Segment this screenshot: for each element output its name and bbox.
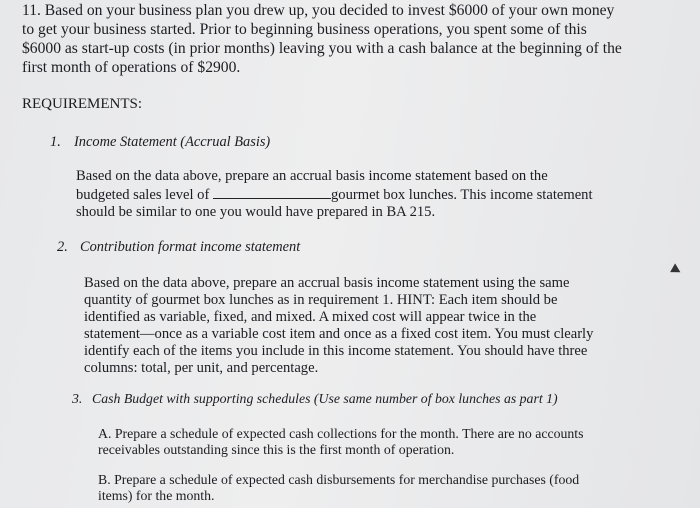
req1-line-2 [76, 186, 593, 204]
req3-a-line-1: A. Prepare a schedule of expected cash collections for the month. There are no accounts [98, 426, 584, 441]
req1-line-2-end: gourmet box lunches. This income statement [330, 187, 593, 203]
problem-line-4: first month of operations of $2900. [22, 59, 241, 76]
req1-number: 1. [50, 134, 61, 150]
req2-line-4: statement—once as a variable cost item and once as a fixed cost item. You must clearly [84, 326, 594, 342]
sales-level-blank [213, 186, 331, 199]
req2-line-1: Based on the data above, prepare an accrual basis income statement using the same [84, 275, 570, 291]
req2-line-2: quantity of gourmet box lunches as in requirement 1. HINT: Each item should be [84, 292, 558, 308]
req1-line-3: should be similar to one you would have prepared in BA 215. [76, 204, 436, 220]
req2-line-3: identified as variable, fixed, and mixed. A mixed cost will appear twice in the [84, 309, 537, 325]
req2-line-5: identify each of the items you include in this income statement. You should have three [84, 343, 588, 359]
req3-title: Cash Budget with supporting schedules (Use same number of box lunches as part 1) [92, 391, 558, 406]
requirements-heading: REQUIREMENTS: [22, 96, 142, 112]
problem-line-2: to get your business started. Prior to beginning business operations, you spent some of this [22, 21, 587, 38]
req1-line-1: Based on the data above, prepare an accrual basis income statement based on the [76, 168, 548, 184]
req3-b-line-2: items) for the month. [98, 488, 215, 503]
mouse-pointer-icon [670, 263, 683, 276]
req1-line-2-start: budgeted sales level of [76, 187, 213, 203]
req3-b-line-1: B. Prepare a schedule of expected cash disbursements for merchandise purchases (food [98, 472, 580, 487]
req1-title: Income Statement (Accrual Basis) [74, 134, 271, 150]
req2-title: Contribution format income statement [80, 239, 301, 255]
req2-line-6: columns: total, per unit, and percentage. [84, 360, 319, 376]
req3-number: 3. [72, 391, 83, 406]
problem-line-1: 11. Based on your business plan you drew up, you decided to invest $6000 of your own money [22, 2, 615, 19]
req2-number: 2. [57, 239, 68, 255]
problem-line-3: $6000 as start-up costs (in prior months) leaving you with a cash balance at the beginning of the [22, 40, 622, 57]
req3-a-line-2: receivables outstanding since this is the first month of operation. [98, 442, 455, 457]
